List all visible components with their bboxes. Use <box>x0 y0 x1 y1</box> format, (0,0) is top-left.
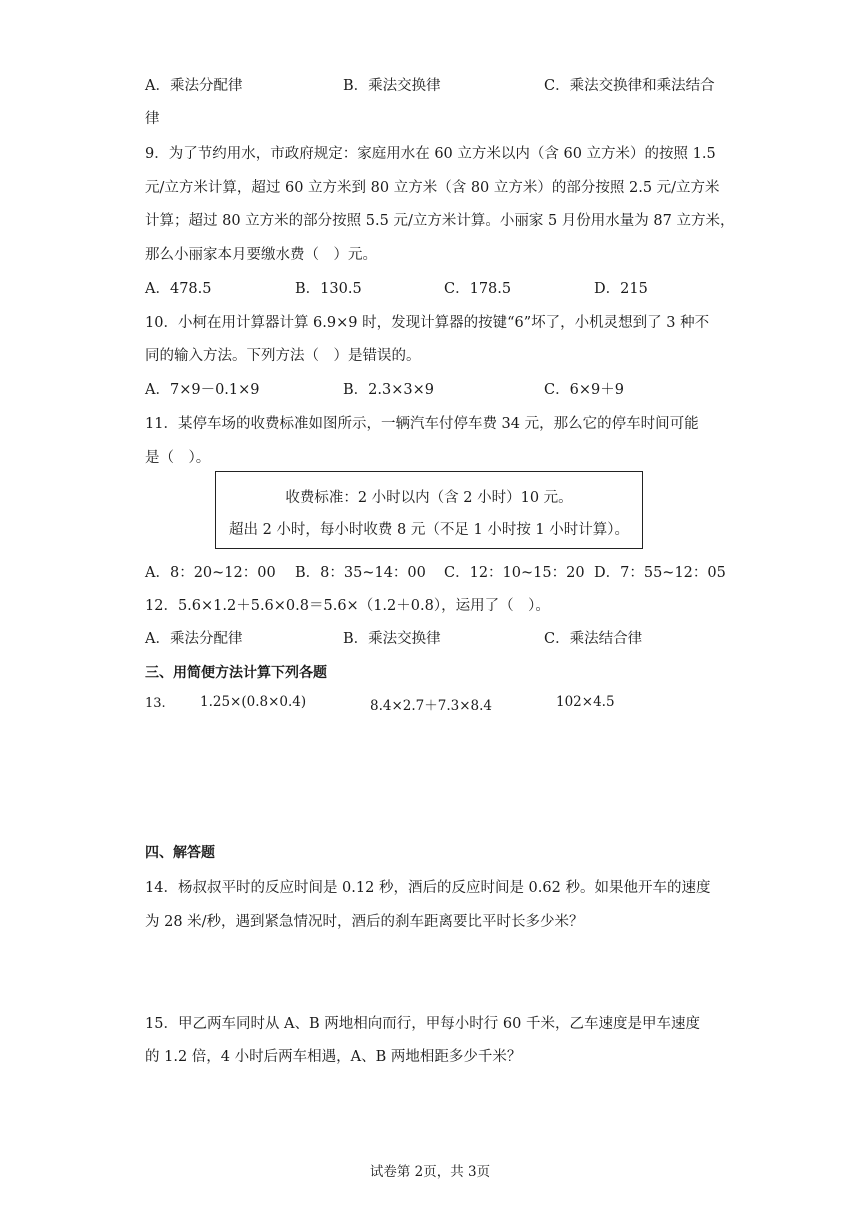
page-footer: 试卷第 2页，共 3页 <box>369 1164 491 1180</box>
q15-line-1: 15．甲乙两车同时从 A、B 两地相向而行，甲每小时行 60 千米，乙车速度是甲车速度 <box>145 1016 700 1032</box>
q10-option-b: B．2.3×3×9 <box>343 382 434 398</box>
fee-standard-box <box>215 471 643 549</box>
q8-option-a: A．乘法分配律 <box>145 78 243 94</box>
q13-expr-1: 1.25×(0.8×0.4) <box>200 694 307 710</box>
q9-option-d: D．215 <box>594 281 648 297</box>
q14-line-1: 14．杨叔叔平时的反应时间是 0.12 秒，酒后的反应时间是 0.62 秒。如果他开车的速度 <box>145 880 711 896</box>
q13-number: 13. <box>145 696 166 711</box>
q9-option-a: A．478.5 <box>145 281 212 297</box>
q10-line-2: 同的输入方法。下列方法（ ）是错误的。 <box>145 348 421 364</box>
q11-option-a: A．8：20~12：00 <box>145 565 276 581</box>
q12-option-c: C．乘法结合律 <box>544 631 643 647</box>
q14-line-2: 为 28 米/秒，遇到紧急情况时，酒后的刹车距离要比平时长多少米？ <box>145 914 584 930</box>
q8-option-b: B．乘法交换律 <box>343 78 441 94</box>
q9-option-b: B．130.5 <box>295 281 362 297</box>
q11-option-d: D．7：55~12：05 <box>594 565 726 581</box>
q11-option-b: B．8：35~14：00 <box>295 565 426 581</box>
q12-option-b: B．乘法交换律 <box>343 631 441 647</box>
q12-text: 12．5.6×1.2＋5.6×0.8＝5.6×（1.2＋0.8），运用了（ ）。 <box>145 598 550 614</box>
section-4-title: 四、解答题 <box>145 845 215 861</box>
q11-line-2: 是（ ）。 <box>145 450 211 466</box>
fee-standard-line-1: 收费标准：2 小时以内（含 2 小时）10 元。 <box>285 490 573 506</box>
q11-line-1: 11．某停车场的收费标准如图所示，一辆汽车付停车费 34 元，那么它的停车时间可能 <box>145 416 699 432</box>
q9-line-1: 9．为了节约用水，市政府规定：家庭用水在 60 立方米以内（含 60 立方米）的按照 1.5 <box>145 146 716 162</box>
q9-line-4: 那么小丽家本月要缴水费（ ）元。 <box>145 247 377 263</box>
q15-line-2: 的 1.2 倍，4 小时后两车相遇，A、B 两地相距多少千米？ <box>145 1049 522 1065</box>
q10-option-c: C．6×9＋9 <box>544 382 624 398</box>
q9-line-3: 计算；超过 80 立方米的部分按照 5.5 元/立方米计算。小丽家 5 月份用水量为 87 立方米， <box>145 213 735 229</box>
q8-option-c: C．乘法交换律和乘法结合 <box>544 78 715 94</box>
q8-option-c-wrap: 律 <box>145 111 160 127</box>
q10-line-1: 10．小柯在用计算器计算 6.9×9 时，发现计算器的按键“6”坏了，小机灵想到了 3 种不 <box>145 315 710 331</box>
q13-expr-3: 102×4.5 <box>556 694 615 710</box>
q13-expr-2: 8.4×2.7＋7.3×8.4 <box>370 698 493 714</box>
fee-standard-line-2: 超出 2 小时，每小时收费 8 元（不足 1 小时按 1 小时计算）。 <box>228 522 630 538</box>
q12-option-a: A．乘法分配律 <box>145 631 243 647</box>
section-3-title: 三、用简便方法计算下列各题 <box>145 665 327 681</box>
q9-option-c: C．178.5 <box>444 281 512 297</box>
q9-line-2: 元/立方米计算，超过 60 立方米到 80 立方米（含 80 立方米）的部分按照 2.5 元/立方米 <box>145 180 720 196</box>
q11-option-c: C．12：10~15：20 <box>444 565 585 581</box>
q10-option-a: A．7×9－0.1×9 <box>145 382 260 398</box>
